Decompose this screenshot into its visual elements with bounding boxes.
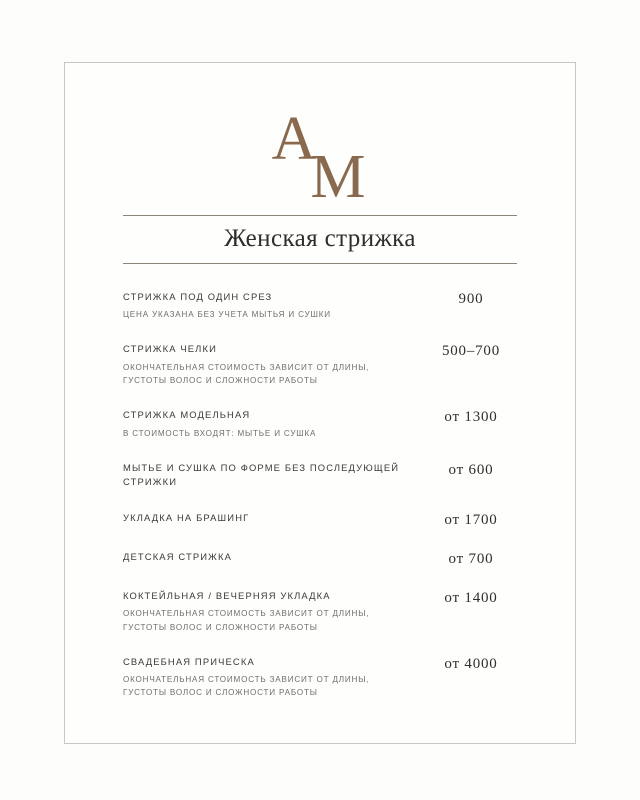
service-name: СТРИЖКА ПОД ОДИН СРЕЗ <box>123 290 273 302</box>
service-name: УКЛАДКА НА БРАШИНГ <box>123 511 250 523</box>
service-price: от 700 <box>448 550 494 567</box>
service-price: от 4000 <box>444 655 498 672</box>
service-price: от 1700 <box>444 511 498 528</box>
item-text <box>123 461 425 490</box>
menu-inner <box>65 63 575 743</box>
service-desc: В СТОИМОСТЬ ВХОДЯТ: МЫТЬЕ И СУШКА <box>123 428 317 438</box>
divider-bottom <box>123 263 517 264</box>
am-monogram-icon <box>260 97 380 207</box>
service-price: от 1400 <box>444 589 498 606</box>
list-item <box>123 408 517 440</box>
service-name: СТРИЖКА МОДЕЛЬНАЯ <box>123 408 251 420</box>
service-name: КОКТЕЙЛЬНАЯ / ВЕЧЕРНЯЯ УКЛАДКА <box>123 589 331 601</box>
service-desc: ОКОНЧАТЕЛЬНАЯ СТОИМОСТЬ ЗАВИСИТ ОТ ДЛИНЫ, ГУСТОТЫ ВОЛОС И СЛОЖНОСТИ РАБОТЫ <box>123 675 370 698</box>
service-price: от 600 <box>448 461 494 478</box>
item-text <box>123 408 425 440</box>
page-title: Женская стрижка <box>224 225 416 252</box>
service-desc: ЦЕНА УКАЗАНА БЕЗ УЧЕТА МЫТЬЯ И СУШКИ <box>123 310 331 320</box>
item-text <box>123 655 425 700</box>
item-text <box>123 550 425 565</box>
list-item <box>123 290 517 322</box>
list-item <box>123 655 517 700</box>
item-text <box>123 290 425 322</box>
service-name: СТРИЖКА ЧЕЛКИ <box>123 343 217 355</box>
list-item <box>123 589 517 634</box>
list-item <box>123 342 517 387</box>
svg-text:A: A <box>271 105 317 173</box>
list-item <box>123 461 517 490</box>
service-price: 900 <box>458 290 484 307</box>
item-text <box>123 589 425 634</box>
service-price: от 1300 <box>444 408 498 425</box>
item-text <box>123 342 425 387</box>
service-name: ДЕТСКАЯ СТРИЖКА <box>123 550 232 562</box>
list-item <box>123 511 517 529</box>
list-item <box>123 550 517 568</box>
svg-text:M: M <box>310 143 366 207</box>
item-text <box>123 511 425 526</box>
service-price: 500–700 <box>441 343 501 360</box>
service-desc: ОКОНЧАТЕЛЬНАЯ СТОИМОСТЬ ЗАВИСИТ ОТ ДЛИНЫ, ГУСТОТЫ ВОЛОС И СЛОЖНОСТИ РАБОТЫ <box>123 609 370 632</box>
menu-card <box>64 62 576 744</box>
service-list <box>123 290 517 700</box>
service-name: МЫТЬЕ И СУШКА ПО ФОРМЕ БЕЗ ПОСЛЕДУЮЩЕЙ СТРИЖКИ <box>123 461 400 488</box>
service-name: СВАДЕБНАЯ ПРИЧЕСКА <box>123 655 255 667</box>
brand-logo <box>123 97 517 209</box>
title-block <box>123 215 517 264</box>
service-desc: ОКОНЧАТЕЛЬНАЯ СТОИМОСТЬ ЗАВИСИТ ОТ ДЛИНЫ, ГУСТОТЫ ВОЛОС И СЛОЖНОСТИ РАБОТЫ <box>123 362 370 385</box>
